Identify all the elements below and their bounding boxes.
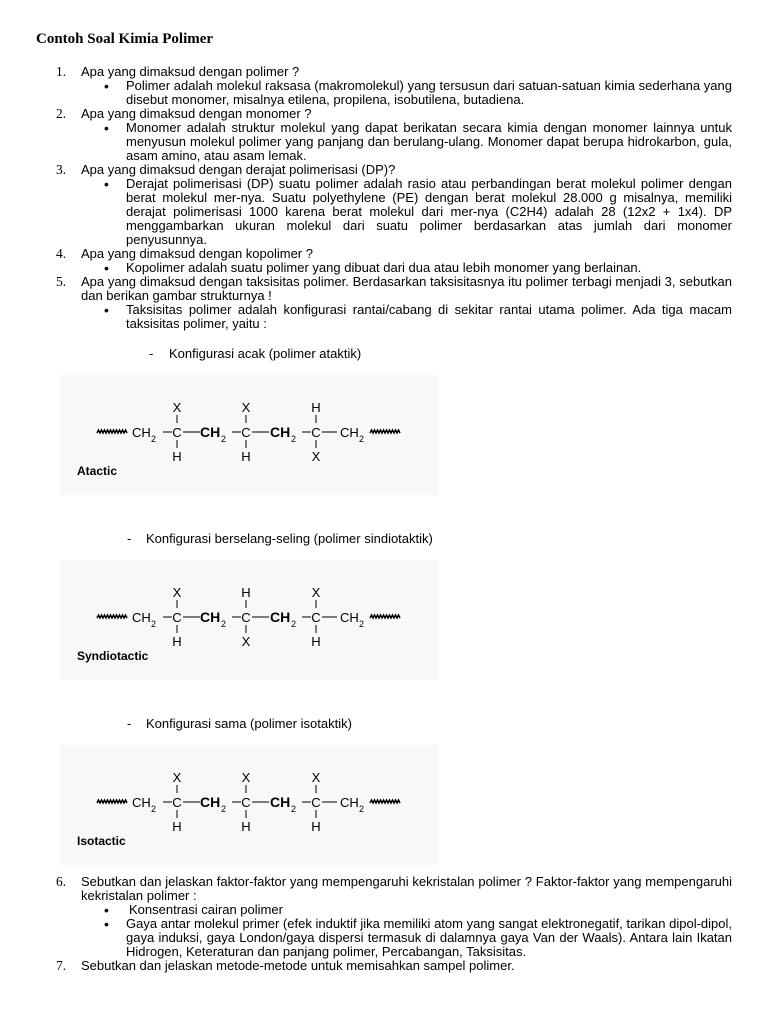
bullet-dot: • [104, 902, 109, 918]
substituent-bottom: X [311, 449, 321, 464]
ch2-text: CH [200, 424, 221, 440]
ch2-group [270, 424, 296, 444]
answer-1: Polimer adalah molekul raksasa (makromolekul) yang tersusun dari satuan-satuan kimia sederhana yang disebut monomer, misalnya etilena, propilena, isobutilena, butadiena. [126, 78, 732, 107]
wavy-bond-icon [370, 615, 400, 618]
wavy-bond-icon [370, 800, 400, 803]
question-3-number: 3. [56, 162, 67, 177]
question-4-text: Apa yang dimaksud dengan kopolimer ? [81, 246, 313, 261]
substituent-top: X [172, 585, 182, 600]
substituent-bottom: H [241, 449, 251, 464]
ch2-subscript: 2 [221, 434, 227, 444]
carbon-atom: C [311, 610, 321, 625]
bullet-dot: • [104, 260, 109, 276]
substituent-top: X [241, 400, 251, 415]
ch2-text: CH [270, 794, 291, 810]
ch2-subscript: 2 [221, 619, 227, 629]
ch2-subscript: 2 [151, 434, 157, 444]
substituent-top: X [311, 585, 321, 600]
ch2-subscript: 2 [151, 619, 157, 629]
carbon-atom: C [172, 795, 182, 810]
carbon-atom: C [241, 795, 251, 810]
wavy-bond-icon [370, 430, 400, 433]
carbon-atom: C [172, 425, 182, 440]
config-atactic-label: Konfigurasi acak (polimer ataktik) [169, 346, 362, 361]
ch2-group [132, 425, 156, 444]
ch2-group [132, 610, 156, 629]
substituent-top: X [311, 770, 321, 785]
bullet-dot: • [104, 120, 109, 136]
question-2-text: Apa yang dimaksud dengan monomer ? [81, 106, 312, 121]
wavy-bond-icon [97, 430, 127, 433]
question-2-number: 2. [56, 106, 67, 121]
tacticity-name: Atactic [77, 464, 118, 478]
wavy-bond-icon [97, 800, 127, 803]
answer-3: Derajat polimerisasi (DP) suatu polimer adalah rasio atau perbandingan berat molekul polimer dengan berat molekul mer-nya. Suatu polyethylene (PE) dengan berat molekul 28.000 g misalnya, memiliki derajat polimerisasi 1000 karena berat molekul dari mer-nya (C2H4) adalah 28 (12x2 + 1x4). DP menggambarkan ukuran molekul dari suatu polimer berdasarkan atas jumlah dari monomer penyusunnya. [126, 176, 732, 247]
ch2-group [340, 795, 364, 814]
ch2-subscript: 2 [291, 434, 297, 444]
carbon-atom: C [172, 610, 182, 625]
bullet-dot: • [104, 302, 109, 318]
isotactic-structure-figure [60, 745, 438, 865]
ch2-subscript: 2 [359, 434, 365, 444]
answer-4: Kopolimer adalah suatu polimer yang dibuat dari dua atau lebih monomer yang berlainan. [126, 260, 642, 275]
substituent-bottom: H [311, 634, 321, 649]
substituent-top: H [311, 400, 321, 415]
question-5-number: 5. [56, 274, 67, 289]
tacticity-name: Isotactic [77, 834, 126, 848]
ch2-group [270, 609, 296, 629]
syndiotactic-structure-figure [60, 560, 438, 680]
ch2-subscript: 2 [359, 804, 365, 814]
question-1-number: 1. [56, 64, 67, 79]
ch2-group [200, 609, 226, 629]
ch2-subscript: 2 [151, 804, 157, 814]
substituent-top: X [172, 400, 182, 415]
ch2-group [340, 425, 364, 444]
question-7-text: Sebutkan dan jelaskan metode-metode untuk memisahkan sampel polimer. [81, 958, 515, 973]
bullet-dot: • [104, 78, 109, 94]
config-dash: - [127, 531, 132, 546]
config-isotactic-label: Konfigurasi sama (polimer isotaktik) [146, 716, 352, 731]
tacticity-name: Syndiotactic [77, 649, 149, 663]
carbon-atom: C [311, 795, 321, 810]
answer-2: Monomer adalah struktur molekul yang dapat berikatan secara kimia dengan monomer lainnya untuk menyusun molekul polimer yang panjang dan berulang-ulang. Monomer dapat berupa hidrokarbon, gula, asam amino, atau asam lemak. [126, 120, 732, 163]
carbon-atom: C [241, 425, 251, 440]
config-syndiotactic-label: Konfigurasi berselang-seling (polimer sindiotaktik) [146, 531, 433, 546]
atactic-structure-figure [60, 375, 438, 495]
ch2-text: CH [200, 794, 221, 810]
ch2-group [200, 794, 226, 814]
ch2-text: CH [340, 610, 359, 625]
question-1-text: Apa yang dimaksud dengan polimer ? [81, 64, 300, 79]
carbon-atom: C [241, 610, 251, 625]
question-6-text: Sebutkan dan jelaskan faktor-faktor yang mempengaruhi kekristalan polimer ? Faktor-faktor yang mempengaruhi kekristalan polimer : [81, 874, 732, 903]
wavy-bond-icon [97, 615, 127, 618]
carbon-atom: C [311, 425, 321, 440]
substituent-bottom: H [172, 819, 182, 834]
substituent-bottom: X [241, 634, 251, 649]
bullet-dot: • [104, 176, 109, 192]
substituent-top: X [172, 770, 182, 785]
ch2-subscript: 2 [221, 804, 227, 814]
config-dash: - [127, 716, 132, 731]
substituent-bottom: H [241, 819, 251, 834]
ch2-group [340, 610, 364, 629]
question-5-text: Apa yang dimaksud dengan taksisitas polimer. Berdasarkan taksisitasnya itu polimer terbagi menjadi 3, sebutkan dan berikan gambar strukturnya ! [81, 274, 732, 303]
answer-6-item-1: Konsentrasi cairan polimer [129, 902, 283, 917]
ch2-text: CH [270, 424, 291, 440]
question-6-number: 6. [56, 874, 67, 889]
ch2-group [270, 794, 296, 814]
substituent-top: H [241, 585, 251, 600]
ch2-text: CH [340, 425, 359, 440]
ch2-text: CH [132, 610, 151, 625]
ch2-text: CH [270, 609, 291, 625]
substituent-bottom: H [172, 449, 182, 464]
question-7-number: 7. [56, 958, 67, 973]
ch2-group [200, 424, 226, 444]
substituent-bottom: H [311, 819, 321, 834]
ch2-text: CH [200, 609, 221, 625]
answer-6-item-2: Gaya antar molekul primer (efek induktif jika memiliki atom yang sangat elektronegatif, tarikan dipol-dipol, gaya induksi, gaya London/gaya dispersi termasuk di dalamnya gaya Van der Waals). Antara lain Ikatan Hidrogen, Keteraturan dan panjang polimer, Percabangan, Taksisitas. [126, 916, 732, 959]
ch2-text: CH [340, 795, 359, 810]
ch2-group [132, 795, 156, 814]
ch2-subscript: 2 [291, 619, 297, 629]
config-dash: - [149, 346, 154, 361]
question-3-text: Apa yang dimaksud dengan derajat polimerisasi (DP)? [81, 162, 396, 177]
question-4-number: 4. [56, 246, 67, 261]
answer-5: Taksisitas polimer adalah konfigurasi rantai/cabang di sekitar rantai utama polimer. Ada tiga macam taksisitas polimer, yaitu : [126, 302, 732, 331]
bullet-dot: • [104, 916, 109, 932]
ch2-subscript: 2 [359, 619, 365, 629]
substituent-top: X [241, 770, 251, 785]
substituent-bottom: H [172, 634, 182, 649]
ch2-text: CH [132, 425, 151, 440]
page-title: Contoh Soal Kimia Polimer [36, 31, 214, 47]
ch2-subscript: 2 [291, 804, 297, 814]
ch2-text: CH [132, 795, 151, 810]
